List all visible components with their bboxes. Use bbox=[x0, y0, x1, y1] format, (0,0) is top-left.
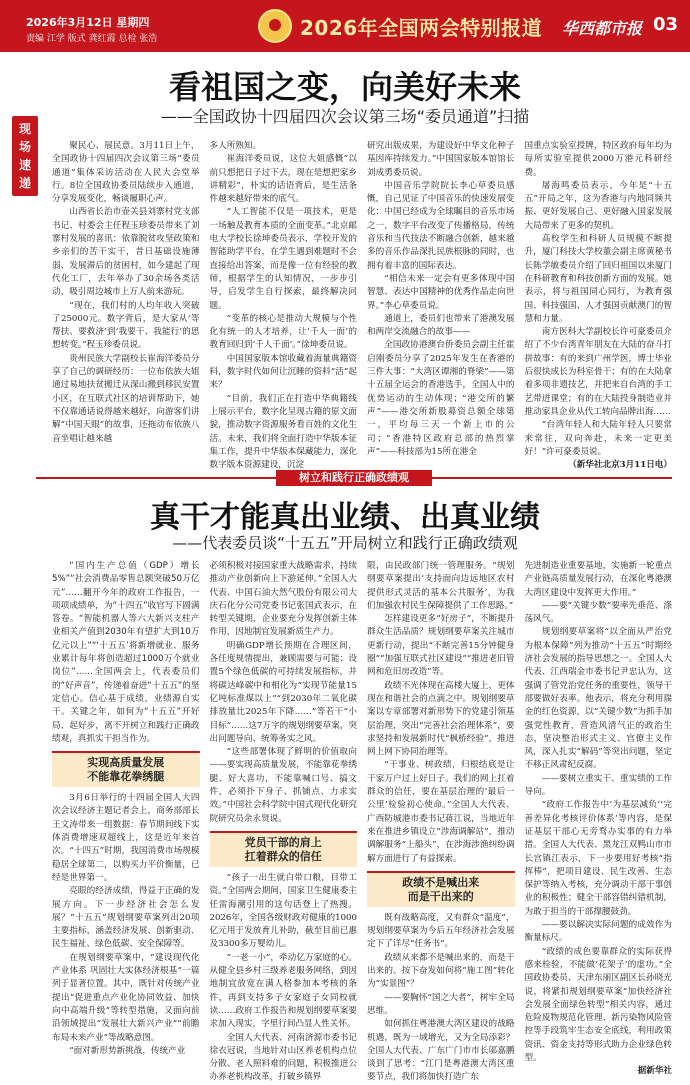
paragraph: ——要树立重实干、重实绩的工作导向。 bbox=[524, 773, 672, 798]
paragraph: 山西省长治市壶关县刘寨村党支部书记、村委会主任程玉珍委员带来了刘寨村发展的喜讯：依靠脱贫攻坚政策和乡亲们的苦干实干，昔日基础设施薄弱、发展滞后的贫困村，如今建起了现代化工厂，去年举办了30余场各类活动，吸引周边城市上万人前来游玩。 bbox=[52, 207, 200, 298]
article1-subhead: ——全国政协十四届四次会议第三场“委员通道”扫描 bbox=[160, 107, 530, 126]
paragraph: 南方医科大学副校长许可豪委员介绍了不少台湾青年朋友在大陆的奋斗打拼故事：有的来到广州学医，博士毕业后很快成长为科室骨干；有的在大陆拿着多项非遗技艺，并把来自台湾的手工艺带进课堂；有的在大陆投身制造业并推动家具企业从代工转向品牌出海…… bbox=[524, 327, 672, 417]
paragraph: 屠海鸣委员表示，今年是“十五五”开局之年，这为香港与内地同频共振、更好发展自己、更好融入国家发展大局带来了更多的契机。 bbox=[524, 180, 672, 231]
paragraph: “人工智能不仅是一项技术，更是一场触及教育本质的全面变革。”北京邮电大学校长徐坤委员表示，学校开发的智能助学平台，在学生遇到难题时不会直接给出答案，而是像一位有经验的教师，根据学生的认知情况，一步步引导，启发学生自行探索，最终解决问题。 bbox=[209, 207, 357, 311]
article1-column bbox=[52, 140, 200, 458]
paragraph: 限，由民政部门统一管理服务。“规划纲要草案提出‘支持面向边远地区农村提供形式灵活的基本公共服务’，为我们加强农村民生保障提供了工作思路。” bbox=[367, 561, 515, 611]
paragraph: 中国国家版本馆收藏着海量典籍资料，数字时代如何让沉睡的资料“活”起来？ bbox=[209, 353, 357, 391]
article1-column bbox=[524, 140, 673, 471]
paragraph: 崔海洋委员说，这位大姐感慨“以前只想把日子过下去，现在是想把家乡讲精彩”，朴实的话语背后，是生活条件越来越好带来的底气。 bbox=[209, 154, 357, 205]
paragraph: 贵州民族大学副校长崔海洋委员分享了自己的调研经历：一位布依族大姐通过易地扶贫搬迁从深山搬到移民安置小区，在互联式社区的培训帮助下，她不仅靠通话说得越来越好，向游客们讲解“中国天眼”的故事，还拖动布依族八音坐唱让越来越 bbox=[52, 353, 200, 444]
issue-date: 2026年3月12日 星期四 bbox=[26, 16, 150, 29]
paragraph: 中国音乐学院院长李心草委员感慨，自己见证了中国音乐的快速发展变化：中国已经成为全球瞩目的音乐市场之一，数字平台改变了传播格局，传统音乐和当代技法不断融合创新，越来越多的音乐作品深扎民族根脉的同时，也拥有着丰富的国际表达。 bbox=[367, 180, 515, 271]
paragraph: 政绩从来都不是喊出来的，而是干出来的。按下奋发如何将“施工图”转化为“实景图”？ bbox=[367, 952, 515, 990]
page-header bbox=[0, 0, 690, 52]
paragraph: 怎样建设更多“好房子”，不断提升群众生活品质？规划纲要草案关注城市更新行动，提出“不断完善15分钟健身圈”“加强互联式社区建设”“推进老旧管网和危旧房改造”等。 bbox=[367, 614, 515, 678]
paragraph: 全国政协港澳台侨委员会副主任霍启刚委员分享了2025年发生在香港的三件大事：“大湾区谭湘的脊梁”——第十五届全运会的香港选手，全国人中的优势运动的生动体现；“港交所的繁声”——港交所新股募资总额全球第一，平均每三天一个新上市的公司；“香港特区政府总部的热烈掌声”——科技部为15所在港全 bbox=[367, 340, 515, 457]
paragraph: “变革的核心是推动大规模与个性化有统一的人才培养，让‘千人一面’的教育回归到‘千人千面’。”徐坤委员说。 bbox=[209, 313, 357, 351]
paragraph: “干事业、树政绩，归根结底是让干家万户过上好日子。我们的网上扛着群众的信任，要在基层治理的‘最后一公里’检验初心使命。”全国人大代表、广西防城港市委书记蒋江说，当地近年来在推进乡镇设立“涉海调解站”，推动调解服务“上船头”，在涉海涉渔纠纷调解方面进行了有益探索。 bbox=[367, 760, 515, 864]
paragraph: 亮眼的经济成绩，得益于正确的发展方向。下一步经济社会怎么发展？“十五五”规划纲要草案列出20项主要指标，涵盖经济发展、创新驱动、民生福祉、绿色低碳、安全保障等。 bbox=[52, 886, 200, 950]
paragraph: “相信未来一定会有更多体现中国智慧、表达中国精神的优秀作品走向世界。”李心草委员说。 bbox=[367, 273, 515, 311]
article2-column bbox=[524, 560, 673, 1077]
paragraph: “一老一小”，牵动亿万家庭的心。从健全县乡村三级养老服务网络，到因地制宜放宽在满人格参加本考核的条件，再到支持多子女家庭子女同校就读……政府工作报告和规划纲要草案要求加入现实，字里行间凸显人性关怀。 bbox=[209, 952, 357, 1030]
paragraph: 高校学生和科研人员规模不断提升，厦门科技大学校董会副主席黄秘书长陈学敏委员介绍了回归祖国以来厦门在科研教育和科技创新方面的发展。她表示，将与祖国同心同行，为教育强国、科技强国、人才强国贡献澳门的智慧和力量。 bbox=[524, 234, 672, 324]
paragraph: ——要胸怀“国之大者”，树牢全局思维。 bbox=[367, 992, 515, 1016]
article2-column bbox=[52, 560, 200, 1056]
paragraph: “这些部署体现了鲜明的价值取向——要实现高质量发展，不能靠花拳绣腿、好大喜功，不能靠喊口号、搞文件，必须扑下身子、抓铺点、力求实效。”中国社会科学院中国式现代化研究院研究员余永贤说。 bbox=[209, 747, 357, 824]
national-emblem-icon bbox=[258, 9, 292, 43]
paragraph: 明确GDP增长预期在合理区间，各任度规情提出，兼顾需要与可能；设置5个绿色低碳的可持续发展指标，并将碳达峰碳中和相化为“实现节能量15亿吨标准煤以上”“到2030年二氧化碳排放量比2025年下降……”等若干“小目标”……这7万字的规划纲要草案，突出问题导向、统筹务实之风。 bbox=[209, 640, 357, 744]
article2-column bbox=[367, 560, 515, 1083]
paragraph: 通道上，委员们也带来了港澳发展和两岸交流融合的故事—— bbox=[367, 313, 515, 338]
subheading: 党员干部的肩上 扛着群众的信任 bbox=[210, 831, 358, 867]
paragraph: ——要“关键少数”要率先垂范、涤荡风气。 bbox=[524, 600, 672, 625]
paragraph: 先进制造业重要基地，实施新一轮重点产业链高质量发展行动，在深化粤港澳大湾区建设中发挥更大作用。” bbox=[524, 561, 672, 598]
paragraph: 多人所熟知。 bbox=[209, 141, 262, 151]
paragraph: 国重点实验室授牌，特区政府每年均为每所实验室提供2000万港元科研经费。 bbox=[524, 141, 672, 178]
paragraph: “台湾年轻人和大陆年轻人只要常来常往，双向奔赴，未来一定更美好！”许可豪委员说。 bbox=[524, 420, 672, 457]
paragraph: 如何抓住粤港澳大湾区建设的战略机遇，既为一域增光，又为全局添彩？全国人大代表、广东广门市市长邬嘉鹏谈到了思考：“江门是粤港澳大湾区重要节点，我们将加快打造广东 bbox=[367, 1019, 515, 1083]
article1-column bbox=[209, 140, 358, 471]
paragraph: 规划纲要草案将“以全面从严治党为根本保障”列为推动“十五五”时期经济社会发展的指导思想之一。全国人大代表、江西瑞金市委书记尹忠认为，这强调了管党治党任务的重要性，领导干部要做好表率。他表示，将充分利用瑞金的红色资源，以“关键少数”为抓手加强党性教育，营造风清气正的政治生态，坚决整治形式主义、官僚主义作风，深入扎实“解码”等突出问题，坚定不移正风肃纪反腐。 bbox=[524, 627, 672, 771]
paragraph: “目前，我们正在打造中华典籍线上展示平台，数字化呈现古籍的原文面貌，推动数字资源服务看百姓的文化生活。未来，我们将全面打造中华版本征集工作，提升中华版本保藏能力，深化数字版本资源建设，沉淀 bbox=[209, 393, 357, 471]
paragraph: 既有战略高度，又有群众“温度”，规划纲要草案为今后五年经济社会发展定下了详尽“任务书”。 bbox=[367, 912, 515, 950]
section-label: 树立和践行正确政绩观 bbox=[276, 470, 432, 486]
subheading: 政绩不是喊出来 而是干出来的 bbox=[367, 871, 515, 907]
paragraph: ——要以解决实际问题的成效作为衡量标尺。 bbox=[524, 920, 672, 944]
paragraph: 聚民心、展民意。3月11日上午，全国政协十四届四次会议第三场“委员通道”集体采访活动在人民大会堂举行。8位全国政协委员陆续步入通道，分享发展变化，畅谈履职心声。 bbox=[52, 141, 200, 205]
source-credit: 据新华社 bbox=[637, 1066, 672, 1077]
paragraph: 在规划纲要草案中，“建设现代化产业体系 巩固壮大实体经济根基”一篇列于显著位置。其中，既针对传统产业提出“促进重点产业化协同效益、加快向中高端升级”等转型措施，又面向前沿领域提出“发展壮大新兴产业”“前瞻布局未来产业”等战略意图。 bbox=[52, 952, 200, 1043]
paragraph: “政府工作报告中‘为基层减负’‘完善差异化考核评价体系’等内容，是保证基层干部心无旁骛办实事的有力举措。全国人大代表、黑龙江双鸭山市市长宫镇江表示，下一步要用好考核“指挥棒”，把项目建设、民生改善、生态保护等纳入考核，充分调动干部干事创业的积极性；健全干部容错纠错机制，为敢于担当的干部撑腰鼓劲。 bbox=[524, 800, 672, 917]
page-number: 03 bbox=[652, 14, 678, 35]
paragraph: 3月6日举行的十四届全国人大四次会议经济主题记者会上，商务部部长王文涛带来一组数据：春节期间线下实体消费增速双超线上，这是近年来首次。“十四五”时期，我国消费市场规模稳居全球第二，以购买力平价衡量，已经是世界第一。 bbox=[52, 793, 200, 883]
paragraph: 必须积极对接国家重大战略需求，持续推动产业创新向上下游延伸。”全国人大代表、中国石油大然气股份有限公司大庆石化分公司党委书记张国武表示，在转型关键期，企业要充分发挥创新主体作用，因地制宜发展新质生产力。 bbox=[209, 561, 357, 638]
paragraph: 政绩不光体现在高楼大厦上，更体现在和谐社会的点滴之中。规划纲要草案以专章部署对新形势下的党建引领基层治理，突出“完善社会治理体系”，要求坚持和发展新时代“枫桥经验”，推进网上网下协同治理等。 bbox=[367, 680, 515, 758]
intro-paragraph: “国内生产总值（GDP）增长5%”“社会消费品零售总额突破50万亿元”……翻开今年的政府工作报告，一项项成绩单，为“十四五”收官写下圆满答卷。“智能机器人等六大新兴支柱产业相关产值到2030年有望扩大到10万亿元以上”“‘十五五’将新增就业、服务业累计每年将创造超过1000万个就业岗位”……全国两会上，代表委员们的“好声音”，传递着奋进“十五五”的坚定信心。信心基于成绩，业绩源自实干。关键之年，如何为“十五五”开好局、起好步，离不开树立和践行正确政绩观，真抓实干担当作为。 bbox=[52, 561, 200, 744]
paragraph: 全国人大代表、河南济源市委书记徐衣冠说，当地针对山区养老机构点位分散、老人照料难的问题，积极推进公办养老机构改革，打破乡镇界 bbox=[209, 1032, 357, 1083]
article2-subhead: ——代表委员谈“十五五”开局树立和践行正确政绩观 bbox=[172, 534, 518, 552]
article1-column bbox=[367, 140, 515, 458]
paragraph: “孩子一出生就白带口粮，目带工资。”全国两会期间，国家卫生健康委主任雷海潮引用的这句话登上了热搜。2026年，全国各级财政对健康的1000亿元用于发放育儿补助，截至目前已惠及3300多万婴幼儿。 bbox=[209, 872, 357, 950]
paragraph: “面对新形势新挑战，传统产业 bbox=[69, 1045, 186, 1056]
article2-column bbox=[209, 560, 358, 1083]
article1-body bbox=[52, 140, 672, 471]
subheading: 实现高质量发展 不能靠花拳绣腿 bbox=[52, 751, 200, 787]
paragraph: 研究出版成果，为建设好中华文化种子基因库持续发力。”中国国家版本馆馆长刘成勇委员说。 bbox=[367, 141, 515, 178]
column-tag: 现 场 速 递 bbox=[12, 116, 38, 196]
article2-body bbox=[52, 560, 672, 1083]
editor-credits: 责编 江学 版式 龚红霞 总检 张浩 bbox=[26, 34, 158, 44]
dateline: （新华社北京3月11日电） bbox=[568, 460, 672, 471]
section-banner bbox=[36, 470, 672, 486]
article1-headline: 看祖国之变，向美好未来 bbox=[168, 68, 521, 106]
special-report-title: 2026年全国两会特别报道 bbox=[300, 16, 543, 40]
paragraph: “政绩的成色要靠群众的实际获得感来检验，不能做‘花架子’的虚功。”全国政协委员、天津东丽区副区长孙晓光说，将紧扣规划纲要草案“加快经济社会发展全面绿色转型”相关内容，通过危险废物规范化管理、新污染物风险管控等手段筑牢生态安全底线，利用政策资讯、资金支持等形式助力企业绿色转型。 bbox=[524, 946, 672, 1063]
article2-headline: 真干才能真出业绩、出真业绩 bbox=[150, 500, 540, 535]
paragraph: “现在，我们村的人均年收入突破了25000元。数字背后，是大家从‘等帮扶、要救济’到‘我要干、我能行’的思想转变。”程玉珍委员说。 bbox=[52, 300, 200, 351]
newspaper-logo: 华西都市报 bbox=[561, 19, 642, 38]
